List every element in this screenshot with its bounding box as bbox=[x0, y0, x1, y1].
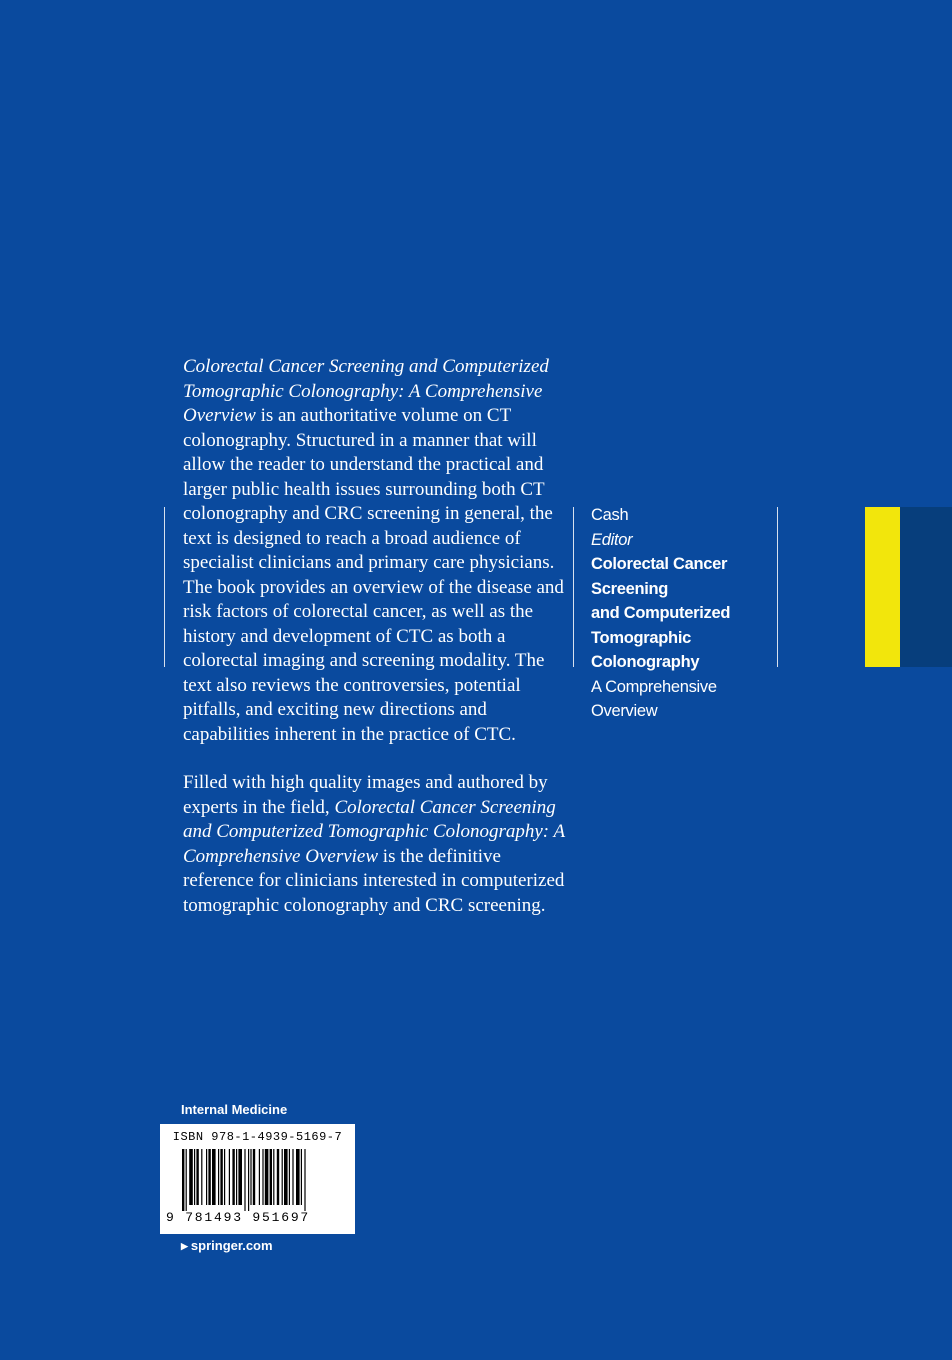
barcode-bar bbox=[259, 1149, 260, 1205]
triangle-right-icon: ▶ bbox=[181, 1241, 188, 1251]
barcode-bar bbox=[208, 1149, 210, 1205]
barcode-bar bbox=[194, 1149, 195, 1205]
book-title-line: Colorectal Cancer bbox=[591, 555, 728, 573]
isbn-barcode bbox=[160, 1124, 355, 1234]
divider-line-right bbox=[777, 507, 778, 667]
barcode-bar bbox=[218, 1149, 219, 1205]
series-label: Internal Medicine bbox=[181, 1102, 288, 1117]
book-title-line: and Computerized bbox=[591, 604, 731, 622]
author-name: Cash bbox=[591, 506, 629, 524]
publisher-link-text: springer.com bbox=[190, 1238, 273, 1253]
blurb-text: is an authoritative volume on CT colonography. Structured in a manner that will allow the reader to understand the practical and larger public health issues surrounding both CT colonography and CRC screening in general, the text is designed to reach a broad audience of specialist clinicians and primary care physicians. The book provides an overview of the disease and risk factors of colorectal cancer, as well as the history and development of CTC as both a colorectal imaging and screening modality. The text also reviews the controversies, potential pitfalls, and exciting new directions and capabilities inherent in the practice of CTC. bbox=[183, 405, 564, 745]
barcode-bar bbox=[232, 1149, 234, 1205]
isbn-label: ISBN 978-1-4939-5169-7 bbox=[172, 1130, 343, 1144]
divider-line-left bbox=[164, 507, 165, 667]
book-title-line: Screening bbox=[591, 579, 669, 598]
author-role: Editor bbox=[591, 530, 633, 549]
divider-line-middle bbox=[573, 507, 574, 667]
barcode-bar bbox=[277, 1149, 279, 1205]
blurb-text: is the definitive reference for clinicians interested in computerized tomographic colonography and CRC screening. bbox=[183, 845, 565, 916]
barcode-bar bbox=[265, 1149, 269, 1205]
barcode-bar bbox=[296, 1149, 300, 1205]
barcode-bar bbox=[244, 1149, 245, 1211]
barcode-bar bbox=[212, 1149, 216, 1205]
barcode-bar bbox=[250, 1149, 251, 1205]
barcode-bars bbox=[182, 1149, 342, 1211]
book-title-line: Colonography bbox=[591, 653, 700, 671]
barcode-bar bbox=[284, 1149, 288, 1205]
barcode-bar bbox=[189, 1149, 193, 1205]
blurb-text: Filled with high quality images and authored by experts in the field, bbox=[183, 772, 548, 818]
barcode-bar bbox=[182, 1149, 184, 1211]
blurb-paragraph-2 bbox=[183, 771, 568, 918]
barcode-bar bbox=[301, 1149, 302, 1205]
barcode-bar bbox=[196, 1149, 198, 1205]
barcode-bar bbox=[201, 1149, 202, 1205]
blurb-paragraph-1 bbox=[183, 355, 568, 747]
book-subtitle-line: Overview bbox=[591, 702, 658, 720]
barcode-bar bbox=[253, 1149, 255, 1205]
barcode-bar bbox=[282, 1149, 283, 1205]
barcode-bar bbox=[224, 1149, 225, 1205]
barcode-bar bbox=[273, 1149, 274, 1205]
barcode-bar bbox=[186, 1149, 187, 1211]
barcode-bar bbox=[270, 1149, 272, 1205]
book-info bbox=[591, 503, 766, 724]
barcode-bar bbox=[206, 1149, 207, 1205]
barcode-bar bbox=[248, 1149, 249, 1211]
book-subtitle-line: A Comprehensive bbox=[591, 677, 717, 696]
color-tab-navy bbox=[900, 507, 952, 667]
barcode-bar bbox=[289, 1149, 290, 1205]
blurb-title-italic: Colorectal Cancer Screening and Computerized Tomographic Colonography: A Comprehensive Overview bbox=[183, 356, 549, 426]
barcode-bar bbox=[220, 1149, 222, 1205]
barcode-bar bbox=[238, 1149, 242, 1205]
barcode-bar bbox=[236, 1149, 237, 1205]
publisher-link[interactable] bbox=[181, 1238, 273, 1253]
back-cover-blurb bbox=[183, 355, 568, 918]
barcode-bar bbox=[229, 1149, 230, 1205]
barcode-bar bbox=[304, 1149, 305, 1211]
book-title-line: Tomographic bbox=[591, 628, 691, 647]
color-tab-yellow bbox=[865, 507, 900, 667]
barcode-bar bbox=[262, 1149, 263, 1205]
blurb-title-italic: Colorectal Cancer Screening and Computerized Tomographic Colonography: A Comprehensive Overview bbox=[183, 796, 565, 867]
barcode-bar bbox=[292, 1149, 293, 1205]
barcode-digits: 9 781493 951697 bbox=[166, 1210, 311, 1225]
